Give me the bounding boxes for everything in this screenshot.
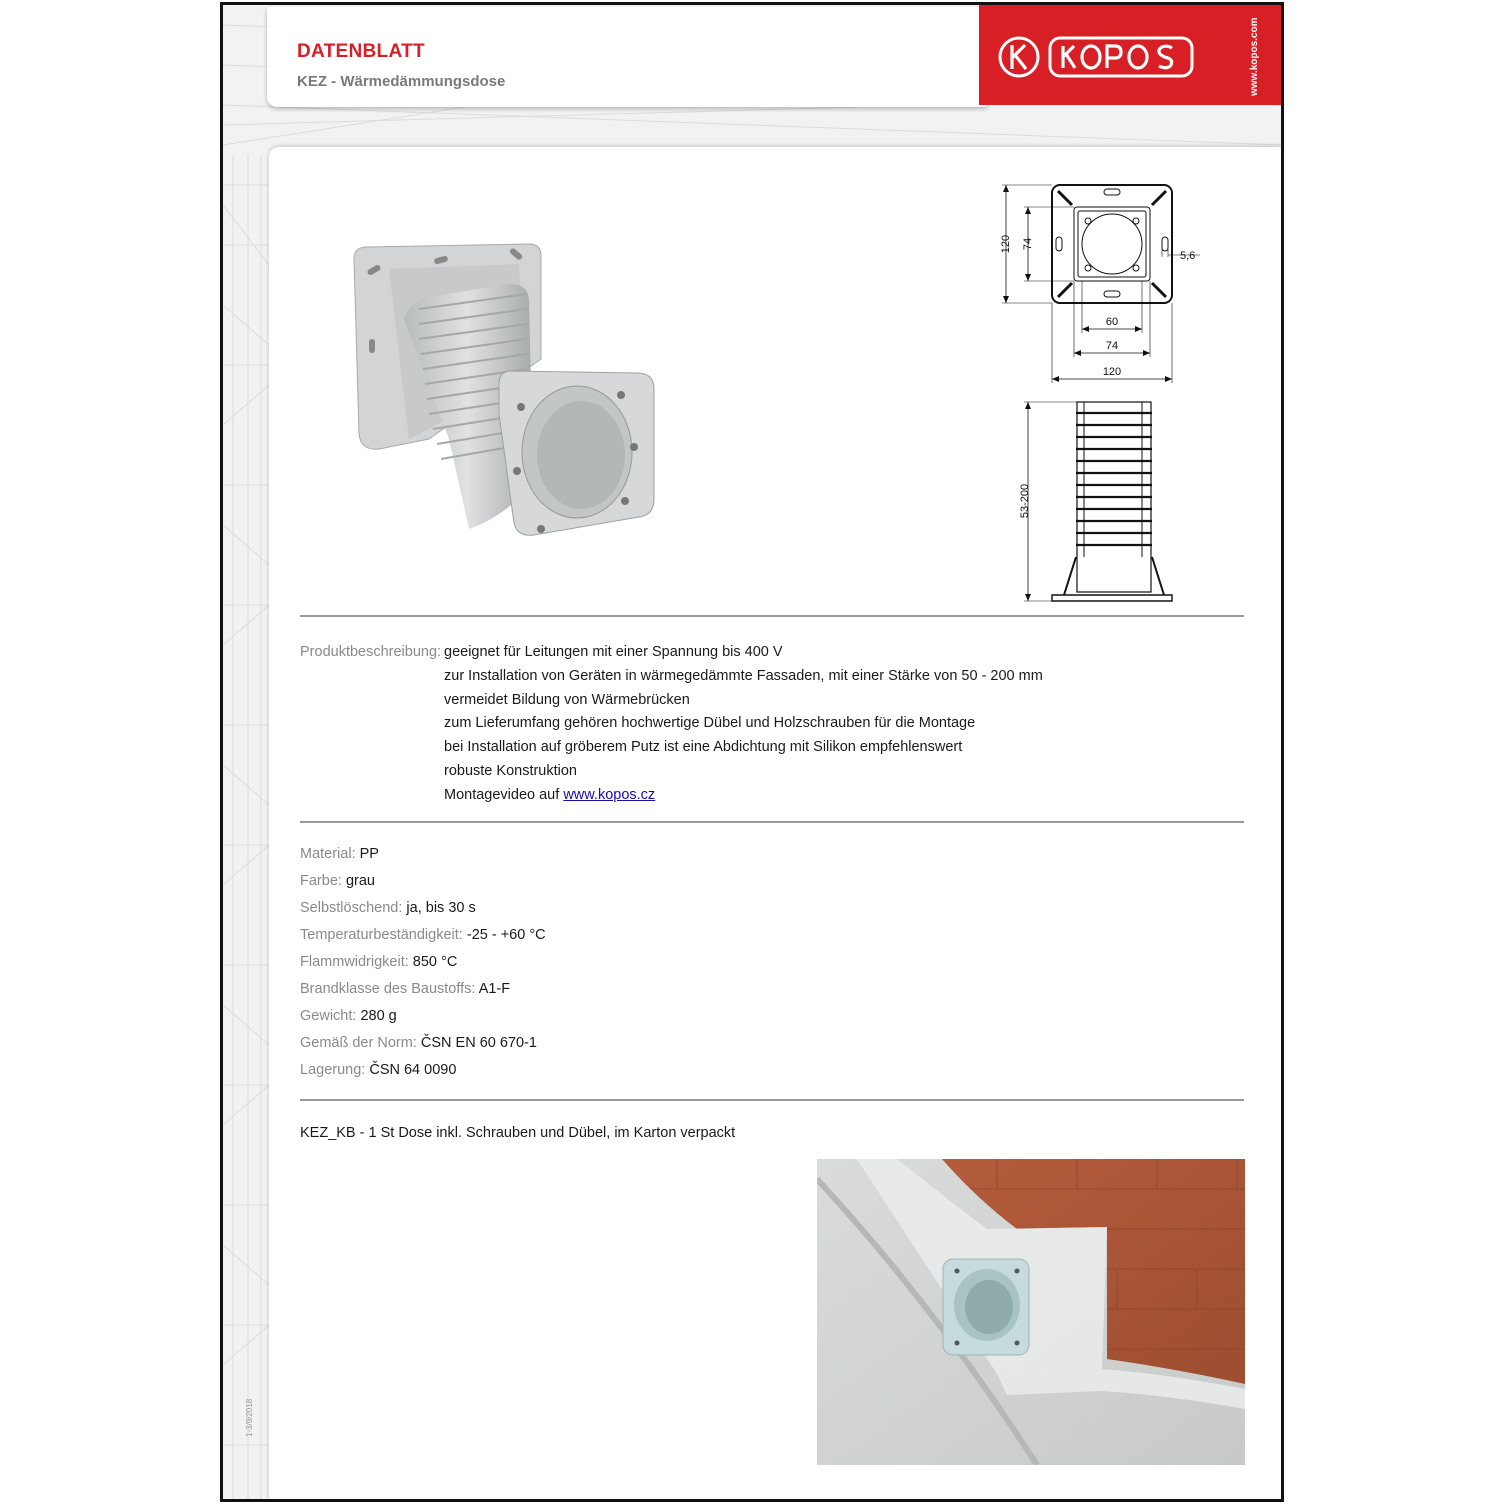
product-title: KEZ - Wärmedämmungsdose [297,73,506,90]
installation-photo [817,1159,1245,1465]
spec-value: ČSN 64 0090 [369,1062,457,1078]
spec-value: 850 °C [412,954,458,970]
spec-label: Farbe: [300,873,342,889]
spec-value: PP [359,846,379,862]
datasheet-page [220,2,1284,1502]
brand-url: www.kopos.com [1249,17,1260,97]
spec-label: Gemäß der Norm: [300,1035,417,1051]
doc-type-title: DATENBLATT [297,41,425,62]
spec-value: ČSN EN 60 670-1 [420,1035,537,1051]
description-line: vermeidet Bildung von Wärmebrücken [444,691,690,708]
spec-row [300,845,546,872]
divider-3 [300,1099,1244,1101]
kopos-logo [997,35,1197,81]
dim-top-inner-height: 74 [1022,237,1034,251]
spec-row [300,1034,546,1061]
spec-value: grau [345,873,375,889]
spec-label: Flammwidrigkeit: [300,954,409,970]
divider-1 [300,615,1244,617]
spec-value: -25 - +60 °C [466,927,546,943]
video-link[interactable]: www.kopos.cz [563,786,656,803]
brand-header [979,5,1281,105]
spec-row [300,872,546,899]
dim-width-60: 60 [1105,316,1119,328]
video-prefix: Montagevideo auf [444,786,564,803]
technical-drawing [984,177,1224,607]
dim-depth: 53-200 [1019,483,1031,519]
spec-label: Material: [300,846,356,862]
description-label: Produktbeschreibung: [300,644,442,660]
spec-label: Selbstlöschend: [300,900,403,916]
spec-row [300,926,546,953]
spec-row [300,953,546,980]
spec-row [300,1007,546,1034]
spec-row [300,899,546,926]
description-line: robuste Konstruktion [444,762,577,779]
dim-width-120: 120 [1102,366,1122,378]
spec-row [300,1061,546,1088]
content-card [269,147,1281,1502]
dim-top-outer-height: 120 [1000,234,1012,254]
description-line: zum Lieferumfang gehören hochwertige Dübel und Holzschrauben für die Montage [444,715,976,732]
spec-label: Lagerung: [300,1062,366,1078]
spec-label: Temperaturbeständigkeit: [300,927,463,943]
spec-label: Brandklasse des Baustoffs: [300,981,476,997]
header-card [267,7,987,107]
description-line: bei Installation auf gröberem Putz ist eine Abdichtung mit Silikon empfehlenswert [444,739,963,756]
spec-label: Gewicht: [300,1008,357,1024]
spec-value: ja, bis 30 s [406,900,476,916]
product-photo [349,239,669,559]
divider-2 [300,821,1244,823]
dim-width-74: 74 [1105,340,1119,352]
spec-value: A1-F [478,981,511,997]
spec-row [300,980,546,1007]
revision-code: 1-3/9/2018 [245,1398,254,1437]
description-line-video [444,784,1144,808]
spec-list [300,845,546,1088]
description-line: geeignet für Leitungen mit einer Spannung bis 400 V [444,644,783,660]
description-line: zur Installation von Geräten in wärmegedämmte Fassaden, mit einer Stärke von 50 - 200 mm [444,667,1043,684]
dim-hole-size: 5,6 [1180,250,1196,262]
spec-value: 280 g [360,1008,397,1024]
packaging-info: KEZ_KB - 1 St Dose inkl. Schrauben und Dübel, im Karton verpackt [300,1125,736,1141]
